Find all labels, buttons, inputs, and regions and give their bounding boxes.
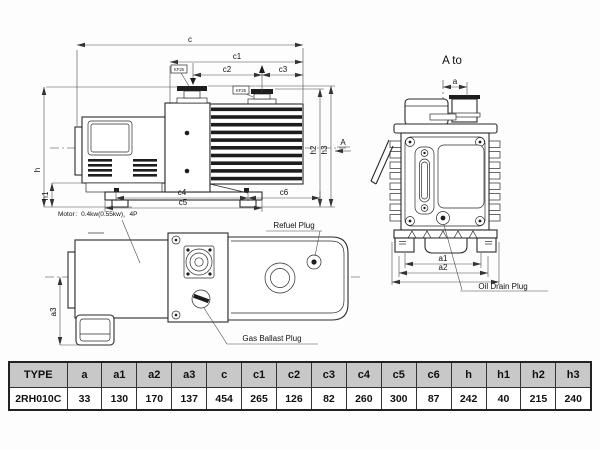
front-top-rail	[394, 124, 497, 133]
view-a-label: A	[340, 138, 346, 147]
dim-c5: c5	[178, 198, 188, 207]
dim-h: h	[33, 167, 42, 173]
exhaust-flow-arrow	[259, 65, 265, 92]
table-header-cell: h	[451, 362, 486, 388]
table-header-cell: a2	[137, 362, 172, 388]
oil-drain-label: Oil Drain Plug	[478, 282, 528, 291]
dim-c1: c1	[232, 52, 242, 61]
table-cell: 170	[137, 388, 172, 411]
table-header-cell: a	[67, 362, 102, 388]
side-view	[33, 35, 351, 212]
table-cell: 130	[102, 388, 137, 411]
table-cell: 300	[381, 388, 416, 411]
table-cell: 40	[486, 388, 521, 411]
front-view	[371, 55, 548, 291]
table-header-cell: h3	[556, 362, 591, 388]
dim-h3: h3	[320, 145, 329, 155]
dim-c: c	[188, 35, 192, 44]
refuel-plug	[307, 255, 321, 269]
front-view-title: A to	[442, 55, 462, 67]
dim-c2: c2	[222, 65, 232, 74]
dim-a3: a3	[49, 307, 58, 317]
cooling-fins	[210, 104, 303, 193]
table-cell: 215	[521, 388, 556, 411]
table-cell: 33	[67, 388, 102, 411]
dimension-table	[8, 361, 592, 411]
dim-c3: c3	[278, 65, 288, 74]
table-row	[9, 388, 591, 411]
inlet-flange-label: KF25	[173, 67, 185, 72]
inlet-flange-tag	[171, 65, 189, 86]
top-view	[45, 211, 362, 345]
side-motor	[75, 117, 165, 192]
table-header-cell: a1	[102, 362, 137, 388]
dim-a: a	[452, 77, 458, 86]
table-header-cell: c	[207, 362, 242, 388]
top-oil-tank	[228, 237, 348, 320]
table-cell: 137	[172, 388, 207, 411]
table-cell: 242	[451, 388, 486, 411]
table-header-row	[9, 362, 591, 388]
table-cell: 260	[346, 388, 381, 411]
refuel-label: Refuel Plug	[273, 221, 315, 230]
dim-c4: c4	[177, 188, 187, 197]
table-header-cell: c6	[416, 362, 451, 388]
top-foot	[76, 315, 114, 345]
gas-ballast-label: Gas Ballast Plug	[242, 334, 302, 343]
dim-h2: h2	[309, 145, 318, 155]
inlet-flow-arrow	[190, 63, 196, 85]
table-cell: 265	[242, 388, 277, 411]
gas-ballast-knob	[192, 290, 210, 308]
table-header-cell: c3	[311, 362, 346, 388]
inlet-port	[177, 86, 207, 103]
front-base	[394, 230, 497, 253]
view-a-arrow	[335, 138, 351, 151]
top-inlet-flange	[184, 246, 214, 278]
table-header-cell: h1	[486, 362, 521, 388]
table-header-cell: c1	[242, 362, 277, 388]
top-pump-module	[168, 233, 228, 322]
side-pump-block	[165, 103, 210, 192]
table-cell: 240	[556, 388, 591, 411]
dim-h1: h1	[41, 191, 50, 201]
table-cell: 87	[416, 388, 451, 411]
table-cell: 82	[311, 388, 346, 411]
table-header-cell: h2	[521, 362, 556, 388]
top-exhaust-port	[265, 263, 295, 293]
table-cell: 126	[277, 388, 312, 411]
dim-a1: a1	[438, 254, 448, 263]
front-window-panel	[438, 145, 484, 208]
table-header-cell: c4	[346, 362, 381, 388]
dim-a2: a2	[438, 263, 448, 272]
exhaust-flange-tag	[233, 86, 253, 97]
table-header-cell: c2	[277, 362, 312, 388]
table-cell-type: 2RH010C	[9, 388, 67, 411]
exhaust-flange-label: KF25	[235, 88, 247, 93]
table-header-cell: a3	[172, 362, 207, 388]
table-header-cell: TYPE	[9, 362, 67, 388]
table-cell: 454	[207, 388, 242, 411]
oil-sight-glass	[415, 147, 434, 214]
dim-c6: c6	[279, 188, 289, 197]
oil-drain-plug	[437, 212, 450, 225]
top-motor	[68, 233, 168, 318]
table-header-cell: c5	[381, 362, 416, 388]
motor-note: Motor：0.4kw(0.55kw)，4P	[58, 211, 138, 218]
